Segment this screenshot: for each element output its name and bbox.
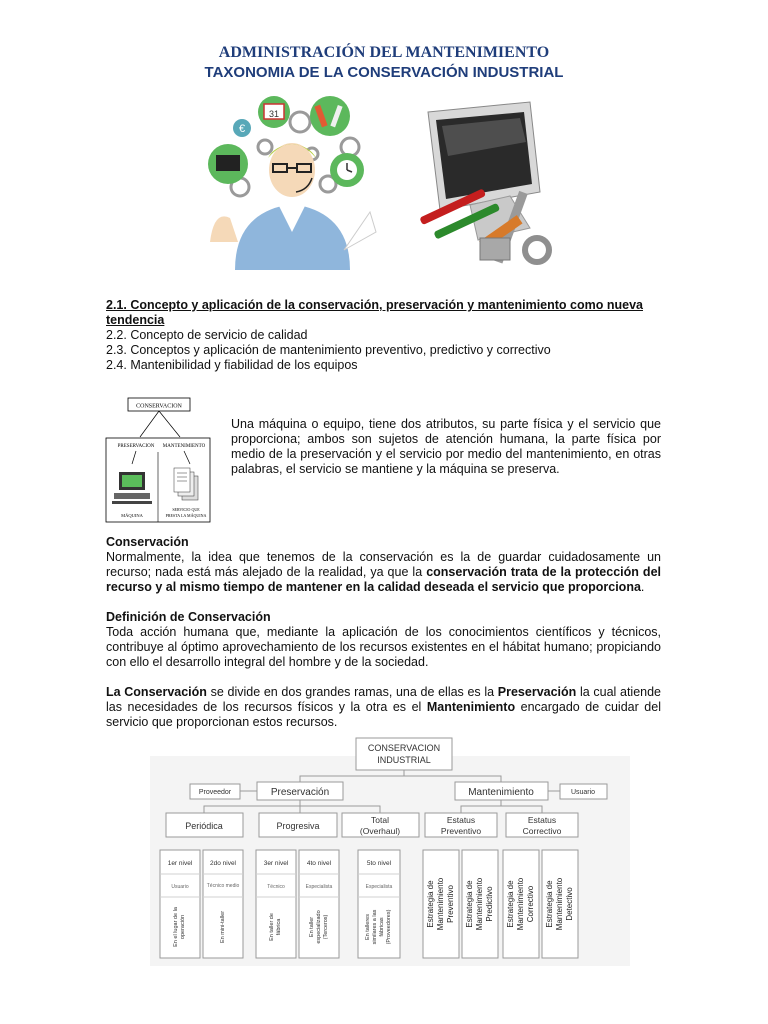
technician-illustration: [200, 92, 380, 270]
estatus-preventivo-label-1: Estatus: [446, 815, 476, 825]
documents-icon: [174, 468, 198, 500]
document-title: ADMINISTRACIÓN DEL MANTENIMIENTO: [218, 44, 550, 61]
estrategia-3-line-2: Mantenimiento: [516, 877, 525, 931]
donde-4-line-1: En taller: [309, 916, 315, 938]
svg-text:€: €: [238, 123, 246, 135]
taxonomy-diagram: [150, 736, 630, 966]
computer-tools-illustration: [410, 100, 560, 275]
toc-item-2-3: 2.3. Conceptos y aplicación de mantenimiento preventivo, predictivo y correctivo: [106, 343, 551, 357]
donde-5-line-1: En talleres: [365, 914, 371, 940]
quien-2-label: Técnico medio: [206, 883, 240, 889]
donde-4-line-2: especializado: [316, 910, 322, 944]
periodica-label: Periódica: [185, 821, 223, 831]
small-diagram-right: MANTENIMIENTO: [162, 444, 206, 449]
conservacion-paragraph: Normalmente, la idea que tenemos de la conservación es la de guardar cuidadosamente un recurso; nada está más alejado de la realidad, ya que la conservación trata de la protección del recurso y al mismo tiempo de mantener en la calidad deseada el servicio que proporciona.: [106, 550, 661, 594]
conservacion-bold: conservación trata de la protección del recurso y al mismo tiempo de mantener en la calidad deseada el servicio que proporciona: [106, 565, 661, 594]
toc-list: [106, 298, 666, 373]
small-diagram-right-caption-1: SERVICIO QUE: [172, 507, 200, 512]
small-diagram-root: CONSERVACION: [136, 403, 182, 410]
ramas-paragraph: La Conservación se divide en dos grandes ramas, una de ellas es la Preservación la cual atiende las necesidades de los recursos físicos y la otra es el Mantenimiento encargado de cuidar del servicio que proporcionan estos recursos.: [106, 685, 661, 729]
definicion-heading: Definición de Conservación: [106, 610, 271, 624]
technician-face: [269, 143, 315, 197]
estrategia-2-line-1: Estrategia de: [465, 880, 474, 928]
preservacion-label: Preservación: [270, 787, 330, 798]
estrategia-4-line-3: Detectivo: [565, 887, 574, 921]
conservacion-heading: Conservación: [106, 535, 189, 549]
estrategia-2-line-3: Predictivo: [485, 886, 494, 922]
estatus-correctivo-label-2: Correctivo: [522, 826, 562, 836]
estrategia-3-line-3: Correctivo: [526, 885, 535, 923]
small-diagram-left-caption: MÁQUINA: [121, 513, 143, 518]
total-label-2: (Overhaul): [359, 826, 401, 836]
donde-3-line-1: En taller de: [269, 913, 275, 941]
donde-1-line-1: En el lugar de la: [173, 907, 179, 947]
definicion-paragraph: Toda acción humana que, mediante la aplicación de los conocimientos científicos y técnicos, contribuye al óptimo aprovechamiento de los recursos existentes en el hábitat humano; propiciando con ello el desarrollo integral del hombre y de la sociedad.: [106, 625, 661, 669]
estrategia-1-line-3: Preventivo: [446, 885, 455, 923]
computer-icon: [112, 472, 152, 504]
proveedor-label: Proveedor: [198, 789, 232, 796]
estrategia-2-line-2: Mantenimiento: [475, 877, 484, 931]
estrategia-4-line-1: Estrategia de: [545, 880, 554, 928]
nivel-3-label: 3er nivel: [263, 860, 289, 867]
nivel-4-label: 4to nivel: [306, 860, 332, 867]
quien-3-label: Técnico: [267, 884, 285, 890]
donde-5-line-2: similares a las: [372, 909, 378, 945]
donde-1-line-2: operación: [180, 914, 186, 940]
nivel-2-label: 2do nivel: [209, 860, 237, 867]
donde-5-line-4: (Proveedores): [386, 909, 392, 945]
small-diagram-right-caption-2: PRESTA LA MÁQUINA: [165, 513, 207, 518]
nivel-1-label: 1er nivel: [167, 860, 193, 867]
document-subtitle: TAXONOMIA DE LA CONSERVACIÓN INDUSTRIAL: [204, 64, 564, 81]
quien-1-label: Usuario: [171, 884, 189, 890]
root-label-2: INDUSTRIAL: [377, 755, 431, 765]
total-label-1: Total: [371, 815, 389, 825]
estrategia-4-line-2: Mantenimiento: [555, 877, 564, 931]
toc-item-2-4: 2.4. Mantenibilidad y fiabilidad de los equipos: [106, 358, 358, 372]
nivel-5-label: 5to nivel: [366, 860, 392, 867]
toc-item-2-1: 2.1. Concepto y aplicación de la conservación, preservación y mantenimiento como nueva tendencia: [106, 298, 643, 327]
tools-icon: [310, 96, 350, 136]
mantenimiento-label: Mantenimiento: [468, 787, 534, 798]
small-diagram-left: PRESERVACION: [117, 444, 155, 449]
quien-5-label: Especialista: [365, 884, 393, 890]
root-label-1: CONSERVACION: [367, 743, 441, 753]
svg-text:31: 31: [268, 109, 280, 119]
estatus-correctivo-label-1: Estatus: [527, 815, 557, 825]
estrategia-3-line-1: Estrategia de: [506, 880, 515, 928]
intro-paragraph: Una máquina o equipo, tiene dos atributos, su parte física y el servicio que proporciona; ambos son sujetos de atención humana, la parte física por medio de la preservación y el servicio por medio del mantenimiento, en otras palabras, el servicio se mantiene y la máquina se preserva.: [231, 417, 661, 476]
usuario-label: Usuario: [570, 789, 596, 796]
quien-4-label: Especialista: [305, 884, 333, 890]
toc-item-2-2: 2.2. Concepto de servicio de calidad: [106, 328, 308, 342]
donde-5-line-3: fábricas: [379, 917, 385, 937]
donde-2-line-1: En mini-taller: [220, 910, 226, 944]
donde-4-line-3: (Terceros): [323, 914, 329, 940]
estrategia-1-line-1: Estrategia de: [426, 880, 435, 928]
donde-3-line-2: fábrica: [276, 918, 282, 936]
conservation-small-diagram: [104, 394, 212, 524]
estrategia-1-line-2: Mantenimiento: [436, 877, 445, 931]
estatus-preventivo-label-2: Preventivo: [440, 826, 482, 836]
progresiva-label: Progresiva: [276, 821, 320, 831]
